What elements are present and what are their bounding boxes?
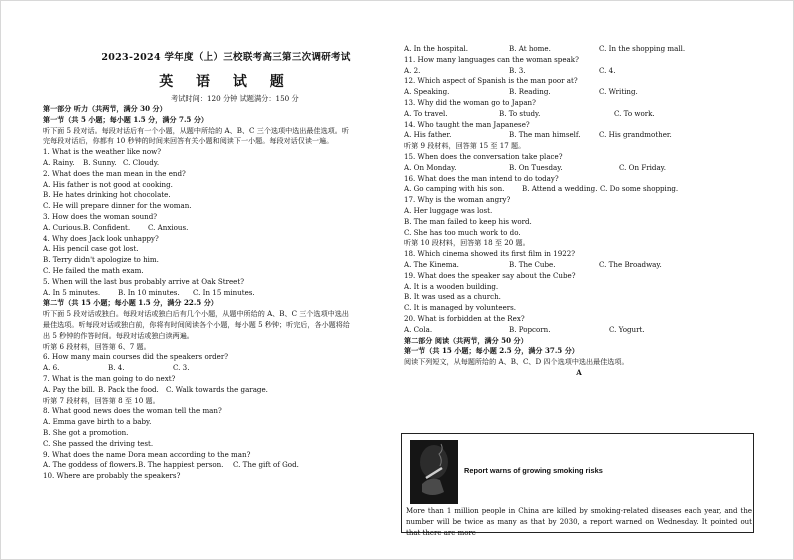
text-line: C. It is managed by volunteers. — [404, 303, 517, 313]
option: A. To travel. — [404, 108, 448, 118]
option-row — [404, 44, 754, 55]
option: A. Curious. — [43, 222, 84, 232]
option: C. Yogurt. — [609, 324, 645, 334]
option: B. Sunny. — [83, 157, 117, 167]
text-line: 6. How many main courses did the speakers order? — [43, 352, 229, 362]
text-line: 12. Which aspect of Spanish is the man poor at? — [404, 76, 578, 86]
option-row — [404, 325, 754, 336]
option: C. Cloudy. — [123, 157, 160, 167]
smoking-photo — [410, 440, 458, 504]
option: A. The goddess of flowers. — [43, 460, 138, 470]
text-line: 9. What does the name Dora mean according to the man? — [43, 449, 251, 459]
left-column — [43, 104, 395, 482]
text-line: 4. Why does Jack look unhappy? — [43, 233, 159, 243]
option: B. On Tuesday. — [509, 162, 563, 172]
option: C. Writing. — [599, 87, 638, 97]
text-line: A. Emma gave birth to a baby. — [43, 417, 152, 427]
option: C. In 15 minutes. — [193, 287, 255, 297]
text-line: 阅读下列短文，从每题所给的 A、B、C、D 四个选项中选出最佳选项。 — [404, 357, 629, 367]
option-row — [404, 163, 754, 174]
option: A. 2. — [404, 65, 421, 75]
option: C. Anxious. — [148, 222, 189, 232]
option: B. Popcorn. — [509, 324, 551, 334]
option: C. To work. — [614, 108, 655, 118]
section-heading: 第一部分 听力（共两节，满分 30 分） — [43, 104, 167, 113]
text-line: B. Terry didn't apologize to him. — [43, 255, 159, 265]
option-row — [404, 130, 754, 141]
text-line: 16. What does the man intend to do today? — [404, 173, 559, 183]
text-line: 完每段对话后，你都有 10 秒钟的时间来回答有关小题和阅读下一小题。每段对话仅读一遍。 — [43, 136, 334, 146]
text-line: 1. What is the weather like now? — [43, 147, 162, 157]
text-line: 17. Why is the woman angry? — [404, 195, 511, 205]
option: A. Cola. — [404, 324, 433, 334]
text-line: 5. When will the last bus probably arrive at Oak Street? — [43, 276, 245, 286]
section-heading: 第一节（共 5 小题；每小题 1.5 分，满分 7.5 分） — [43, 114, 209, 124]
text-line: 10. Where are probably the speakers? — [43, 471, 181, 481]
right-column — [404, 44, 754, 379]
exam-meta: 考试时间：120 分钟 试题满分：150 分 — [171, 94, 299, 103]
option: C. 4. — [599, 65, 616, 75]
option-row — [404, 184, 754, 195]
passage-label: A — [576, 367, 582, 377]
option-row — [43, 363, 395, 374]
option: A. Pay the bill. — [43, 384, 96, 394]
option-row — [404, 109, 754, 120]
option: B. Attend a wedding. — [522, 184, 598, 194]
option-row — [43, 223, 395, 234]
option: B. The man himself. — [509, 130, 581, 140]
option: C. His grandmother. — [599, 130, 672, 140]
option: C. The Broadway. — [599, 259, 662, 269]
cigarette-hand-image — [410, 440, 458, 504]
option-row — [43, 460, 395, 471]
article-body: More than 1 million people in China are killed by smoking-related diseases each year, and the number will be twice as many as that by 2030, a report warned on Wednesday. It pointed out that there are more — [406, 507, 752, 537]
text-line: B. He hates drinking hot chocolate. — [43, 190, 171, 200]
text-line: B. The man failed to keep his word. — [404, 216, 532, 226]
option-row — [404, 66, 754, 77]
text-line: B. It was used as a church. — [404, 292, 501, 302]
text-line: C. He failed the math exam. — [43, 265, 144, 275]
text-line: 7. What is the man going to do next? — [43, 373, 176, 383]
option-row — [404, 87, 754, 98]
option: A. The Kinema. — [404, 259, 459, 269]
option: A. 6. — [43, 363, 60, 373]
option: B. To study. — [499, 108, 541, 118]
option-row — [404, 260, 754, 271]
reading-article-box — [401, 433, 754, 537]
text-line: 听第 9 段材料，回答第 15 至 17 题。 — [404, 141, 526, 151]
option-row — [43, 158, 395, 169]
text-line: 听下面 5 段对话或独白。每段对话或独白后有几个小题，从题中所给的 A、B、C 三个选项中选出 — [43, 309, 349, 319]
option: A. His father. — [404, 130, 452, 140]
option: C. Do some shopping. — [600, 184, 679, 194]
text-line: 出 5 秒钟的作答时间。每段对话或独白读两遍。 — [43, 330, 194, 340]
option: C. In the shopping mall. — [599, 44, 686, 53]
text-line: B. She got a promotion. — [43, 427, 129, 437]
text-line: 14. Who taught the man Japanese? — [404, 119, 530, 129]
text-line: C. She has too much work to do. — [404, 227, 521, 237]
text-line: A. It is a wooden building. — [404, 281, 499, 291]
text-line: A. His father is not good at cooking. — [43, 179, 173, 189]
option: B. At home. — [509, 44, 551, 53]
text-line: A. Her luggage was lost. — [404, 205, 493, 215]
text-line: 2. What does the man mean in the end? — [43, 168, 186, 178]
section-heading: 第二节（共 15 小题；每小题 1.5 分，满分 22.5 分） — [43, 298, 218, 308]
exam-title: 2023-2024 学年度（上）三校联考高三第三次调研考试 — [101, 52, 351, 63]
option: B. Pack the food. — [98, 384, 159, 394]
option: C. Walk towards the garage. — [166, 384, 268, 394]
option: C. On Friday. — [619, 162, 666, 172]
option: A. Go camping with his son. — [404, 184, 505, 194]
option: B. The Cube. — [509, 259, 556, 269]
text-line: 最佳选项。听每段对话或独白前，你将有时间阅读各个小题，每小题 5 秒钟；听完后，各小题将给 — [43, 319, 350, 329]
option: B. Confident. — [83, 222, 131, 232]
option: A. Rainy. — [43, 157, 75, 167]
subject-title: 英 语 试 题 — [159, 74, 293, 90]
text-line: 18. Which cinema showed its first film in 1922? — [404, 249, 576, 259]
text-line: 听第 10 段材料，回答第 18 至 20 题。 — [404, 238, 530, 248]
option: C. 3. — [173, 363, 190, 373]
text-line: 听第 7 段材料，回答第 8 至 10 题。 — [43, 395, 160, 405]
text-line: 11. How many languages can the woman speak? — [404, 54, 579, 64]
article-headline: Report warns of growing smoking risks — [464, 466, 603, 475]
option: B. Reading. — [509, 87, 551, 97]
text-line: C. She passed the driving test. — [43, 438, 154, 448]
option: B. 4. — [108, 363, 125, 373]
section-heading: 第二部分 阅读（共两节，满分 50 分） — [404, 335, 528, 345]
text-line: 听下面 5 段对话。每段对话后有一个小题，从题中所给的 A、B、C 三个选项中选出最佳选项。听 — [43, 125, 349, 135]
option: B. In 10 minutes. — [118, 287, 180, 297]
option: B. The happiest person. — [138, 460, 224, 470]
text-line: 听第 6 段材料，回答第 6、7 题。 — [43, 341, 151, 351]
text-line: 8. What good news does the woman tell the man? — [43, 406, 222, 416]
option-row — [43, 385, 395, 396]
option: A. Speaking. — [404, 87, 450, 97]
option: A. In 5 minutes. — [43, 287, 101, 297]
text-line: 3. How does the woman sound? — [43, 211, 158, 221]
text-line: C. He will prepare dinner for the woman. — [43, 201, 192, 211]
text-line: 15. When does the conversation take place? — [404, 151, 563, 161]
text-line: A. His pencil case got lost. — [43, 244, 139, 254]
option: B. 3. — [509, 65, 526, 75]
option: A. In the hospital. — [404, 44, 469, 53]
text-line: 19. What does the speaker say about the Cube? — [404, 270, 576, 280]
option-row — [43, 288, 395, 299]
text-line: 13. Why did the woman go to Japan? — [404, 97, 536, 107]
option: A. On Monday. — [404, 162, 457, 172]
article-header — [408, 438, 748, 504]
section-heading: 第一节（共 15 小题；每小题 2.5 分，满分 37.5 分） — [404, 346, 579, 356]
option: C. The gift of God. — [233, 460, 299, 470]
text-line: 20. What is forbidden at the Rex? — [404, 313, 525, 323]
